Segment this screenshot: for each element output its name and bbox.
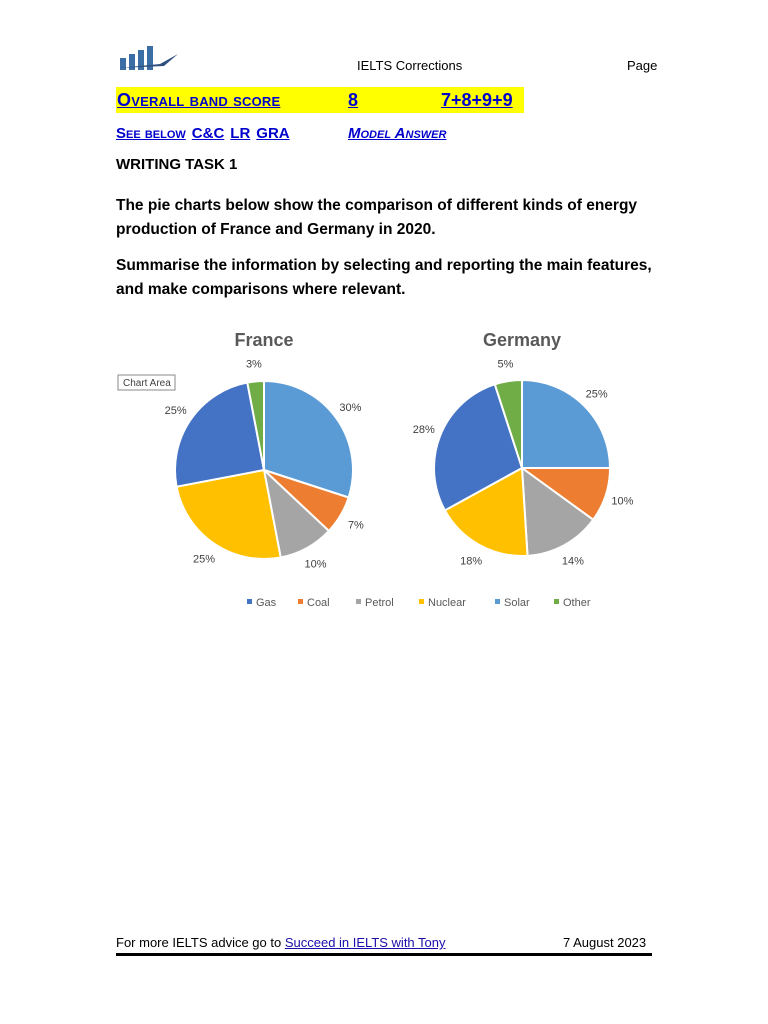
legend-swatch-petrol — [356, 599, 361, 604]
data-label: 10% — [611, 495, 634, 508]
data-label: 28% — [412, 424, 435, 437]
pie-chart-france — [165, 330, 364, 571]
task-prompt-2: Summarise the information by selecting and reporting the main features, and make comparisons where relevant. — [116, 257, 652, 298]
chart-area-tooltip — [118, 375, 175, 390]
legend-label-solar: Solar — [504, 597, 530, 609]
footer-advice: For more IELTS advice go to — [116, 935, 282, 950]
chart-title: France — [234, 330, 294, 350]
data-label: 7% — [347, 519, 364, 532]
legend-label-nuclear: Nuclear — [428, 597, 466, 609]
task-prompt-1: The pie charts below show the comparison of different kinds of energy production of France and Germany in 2020. — [116, 197, 638, 238]
data-label: 30% — [339, 402, 362, 415]
data-label: 10% — [304, 558, 327, 571]
footer-rule — [116, 953, 652, 956]
pie-chart-germany — [413, 330, 634, 568]
data-label: 18% — [460, 555, 483, 568]
header-page-label: Page — [627, 58, 658, 73]
legend-swatch-gas — [247, 599, 252, 604]
footer-text — [116, 935, 446, 950]
gra-link[interactable]: GRA — [256, 125, 290, 142]
cc-link[interactable]: C&C — [191, 125, 225, 142]
pie-charts — [110, 322, 670, 622]
data-label: 25% — [192, 553, 216, 566]
band-score-breakdown[interactable]: 7+8+9+9 — [441, 90, 513, 110]
chart-area-tooltip-text: Chart Area — [123, 378, 171, 389]
overall-band-score-link[interactable]: Overall band score — [117, 90, 281, 110]
data-label: 14% — [561, 555, 584, 568]
data-label: 5% — [497, 358, 514, 371]
task-title: WRITING TASK 1 — [116, 156, 238, 173]
criteria-links — [116, 125, 296, 142]
data-label: 3% — [245, 358, 262, 371]
header-title: IELTS Corrections — [357, 58, 463, 73]
legend-label-other: Other — [563, 597, 591, 609]
legend-swatch-other — [554, 599, 559, 604]
legend-label-gas: Gas — [256, 597, 277, 609]
model-answer-link[interactable]: Model Answer — [348, 125, 447, 142]
legend-label-petrol: Petrol — [365, 597, 394, 609]
data-label: 25% — [585, 388, 608, 401]
legend-swatch-nuclear — [419, 599, 424, 604]
legend-swatch-coal — [298, 599, 303, 604]
footer-link[interactable]: Succeed in IELTS with Tony — [284, 935, 446, 950]
legend-label-coal: Coal — [307, 597, 330, 609]
band-score-value[interactable]: 8 — [348, 90, 359, 110]
chart-legend — [247, 597, 591, 609]
footer-date: 7 August 2023 — [563, 935, 647, 950]
logo — [120, 46, 180, 72]
lr-link[interactable]: LR — [230, 125, 251, 142]
chart-title: Germany — [482, 330, 562, 350]
legend-swatch-solar — [495, 599, 500, 604]
data-label: 25% — [164, 405, 187, 417]
see-below-link[interactable]: See below — [116, 125, 186, 142]
